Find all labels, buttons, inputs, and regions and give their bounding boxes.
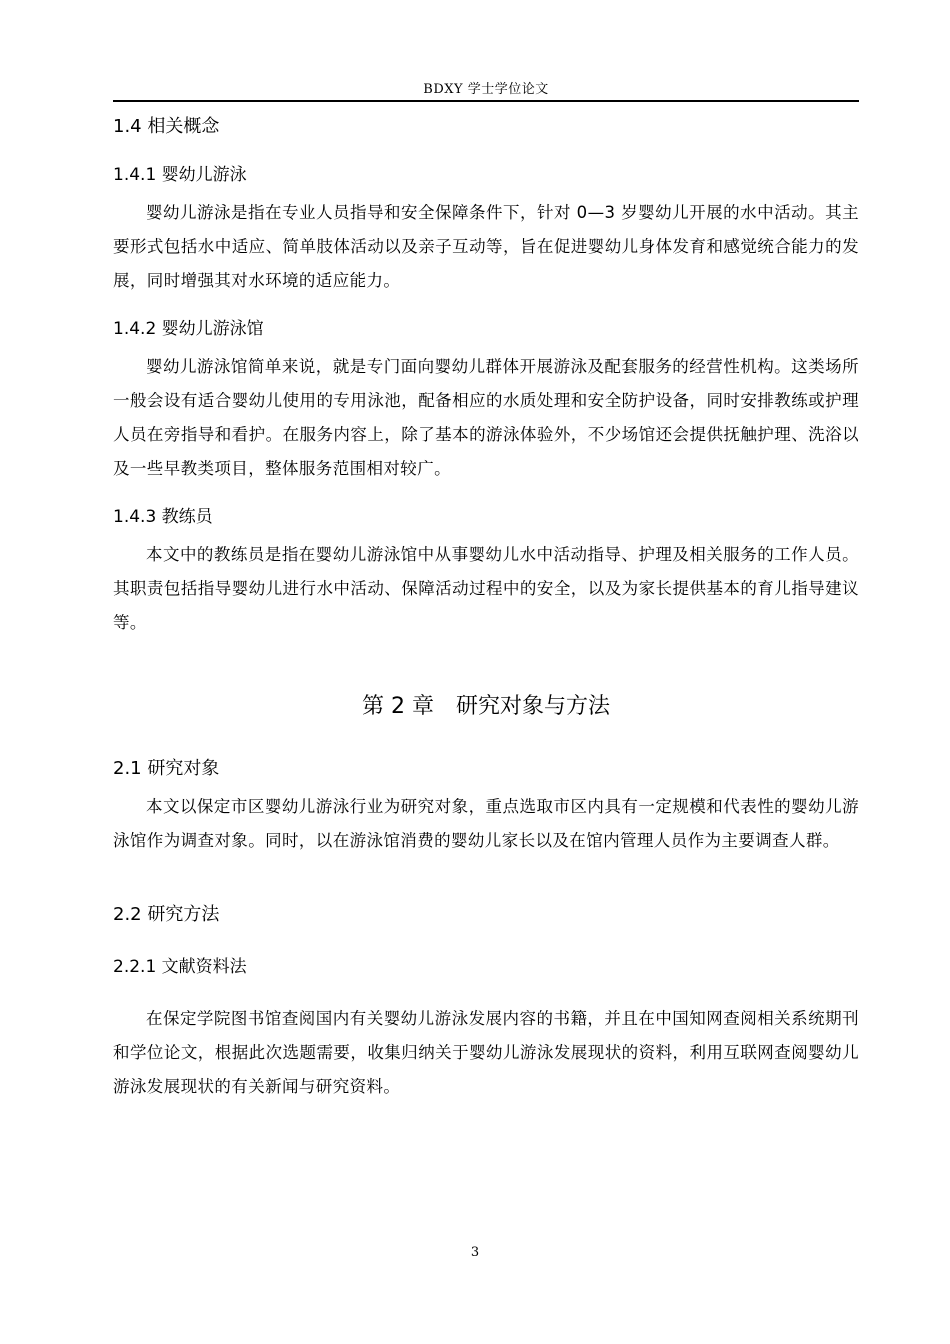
paragraph-1-4-3: 本文中的教练员是指在婴幼儿游泳馆中从事婴幼儿水中活动指导、护理及相关服务的工作人员。其职责包括指导婴幼儿进行水中活动、保障活动过程中的安全，以及为家长提供基本的育儿指导建议等。 <box>113 545 859 632</box>
subsection-heading-1-4-2: 1.4.2 婴幼儿游泳馆 <box>113 319 264 339</box>
paragraph-1-4-1: 婴幼儿游泳是指在专业人员指导和安全保障条件下，针对 0—3 岁婴幼儿开展的水中活动。其主要形式包括水中适应、简单肢体活动以及亲子互动等，旨在促进婴幼儿身体发育和感觉统合能力的发展，同时增强其对水环境的适应能力。 <box>113 203 859 290</box>
subsection-heading-2-2-1: 2.2.1 文献资料法 <box>113 957 247 977</box>
section-heading-2-1: 2.1 研究对象 <box>113 758 220 779</box>
subsection-heading-1-4-1: 1.4.1 婴幼儿游泳 <box>113 165 247 185</box>
subsection-heading-1-4-3: 1.4.3 教练员 <box>113 507 213 527</box>
chapter-heading-2: 第 2 章 研究对象与方法 <box>362 694 610 719</box>
header-divider <box>113 100 859 102</box>
running-header: BDXY 学士学位论文 <box>423 82 549 97</box>
page-body <box>113 104 859 1104</box>
paragraph-2-1: 本文以保定市区婴幼儿游泳行业为研究对象，重点选取市区内具有一定规模和代表性的婴幼儿游泳馆作为调查对象。同时，以在游泳馆消费的婴幼儿家长以及在馆内管理人员作为主要调查人群。 <box>113 797 859 850</box>
section-heading-2-2: 2.2 研究方法 <box>113 904 220 925</box>
paragraph-2-2-1: 在保定学院图书馆查阅国内有关婴幼儿游泳发展内容的书籍，并且在中国知网查阅相关系统期刊和学位论文，根据此次选题需要，收集归纳关于婴幼儿游泳发展现状的资料，利用互联网查阅婴幼儿游泳发展现状的有关新闻与研究资料。 <box>113 1009 859 1096</box>
page-number: 3 <box>470 1245 480 1260</box>
paragraph-1-4-2: 婴幼儿游泳馆简单来说，就是专门面向婴幼儿群体开展游泳及配套服务的经营性机构。这类场所一般会设有适合婴幼儿使用的专用泳池，配备相应的水质处理和安全防护设备，同时安排教练或护理人员在旁指导和看护。在服务内容上，除了基本的游泳体验外，不少场馆还会提供抚触护理、洗浴以及一些早教类项目，整体服务范围相对较广。 <box>113 357 859 478</box>
section-heading-1-4: 1.4 相关概念 <box>113 116 220 137</box>
